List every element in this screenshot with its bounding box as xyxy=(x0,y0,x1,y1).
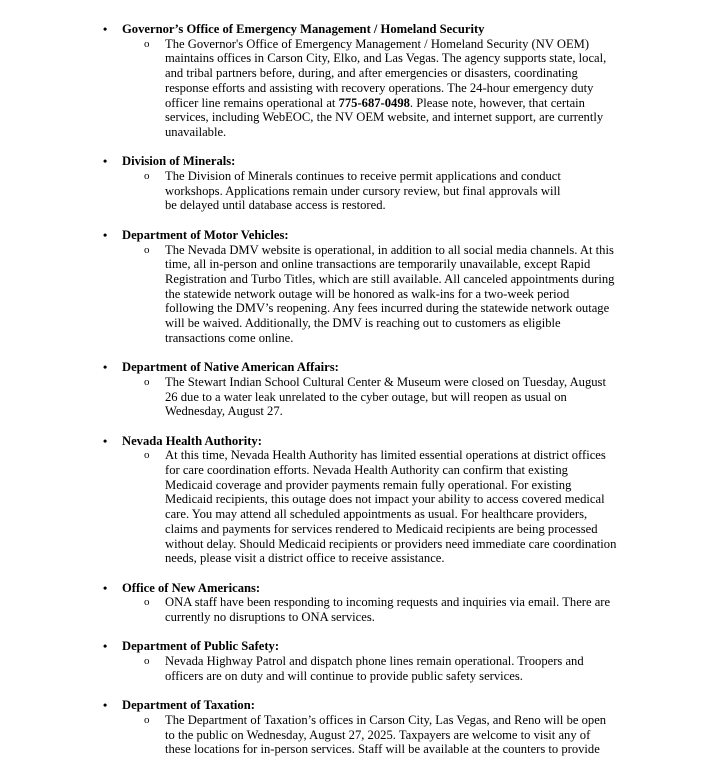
section-heading xyxy=(0,698,706,713)
bullet-icon: • xyxy=(103,433,108,448)
bullet-icon: • xyxy=(103,639,108,654)
sub-bullet-icon: o xyxy=(144,170,150,183)
sub-bullet-icon: o xyxy=(144,596,150,609)
paragraph-line: will be waived. Additionally, the DMV is reaching out to customers as eligible xyxy=(165,316,561,331)
section-heading-text: Department of Native American Affairs: xyxy=(122,360,339,375)
paragraph-line: to the public on Wednesday, August 27, 2025. Taxpayers are welcome to visit any of xyxy=(165,727,591,742)
section xyxy=(0,22,706,140)
bullet-icon: • xyxy=(103,227,108,242)
sub-item xyxy=(0,595,706,624)
section-heading-text: Department of Motor Vehicles: xyxy=(122,227,289,242)
paragraph-line: care. You may attend all scheduled appointments as usual. For healthcare providers, xyxy=(165,507,588,522)
paragraph-line: maintains offices in Carson City, Elko, and Las Vegas. The agency supports state, local, xyxy=(165,51,607,66)
bullet-icon: • xyxy=(103,22,108,36)
sub-bullet-icon: o xyxy=(144,655,150,668)
paragraph-line: claims and payments for services rendered to Medicaid recipients are being processed xyxy=(165,521,598,536)
paragraph-line: The Nevada DMV website is operational, in addition to all social media channels. At this xyxy=(165,242,614,257)
section-heading-text: Department of Public Safety: xyxy=(122,639,280,654)
paragraph-line: needs, please visit a district office to receive assistance. xyxy=(165,551,445,566)
bullet-icon: • xyxy=(103,154,108,169)
sub-item xyxy=(0,448,706,566)
sub-item xyxy=(0,169,706,213)
line-segment: . Please note, however, that certain xyxy=(409,95,585,110)
section-heading xyxy=(0,360,706,375)
paragraph-line xyxy=(165,96,628,111)
sub-bullet-icon: o xyxy=(144,243,150,256)
section xyxy=(0,639,706,683)
paragraph-line: Nevada Highway Patrol and dispatch phone lines remain operational. Troopers and xyxy=(165,654,584,669)
paragraph-line: The Governor's Office of Emergency Management / Homeland Security (NV OEM) xyxy=(165,36,590,51)
sub-bullet-icon: o xyxy=(144,713,150,726)
phone-number: 775-687-0498 xyxy=(338,95,410,110)
paragraph-line: officers are on duty and will continue to provide public safety services. xyxy=(165,668,523,683)
section xyxy=(0,154,706,213)
paragraph-line: transactions come online. xyxy=(165,330,294,345)
section-heading xyxy=(0,434,706,449)
paragraph-line: and tribal partners before, during, and after emergencies or disasters, coordinating xyxy=(165,66,578,81)
sub-bullet-icon: o xyxy=(144,449,150,462)
paragraph-line: be delayed until database access is restored. xyxy=(165,198,386,213)
sub-item xyxy=(0,375,706,419)
paragraph-line: these locations for in-person services. Staff will be available at the counters to provide xyxy=(165,742,600,757)
section-heading xyxy=(0,228,706,243)
section xyxy=(0,698,706,757)
sub-item xyxy=(0,243,706,346)
paragraph-line: The Department of Taxation’s offices in Carson City, Las Vegas, and Reno will be open xyxy=(165,712,607,727)
paragraph-line: services, including WebEOC, the NV OEM website, and internet support, are currently xyxy=(165,110,604,125)
bullet-icon: • xyxy=(103,580,108,595)
paragraph-line: following the DMV’s reopening. Any fees incurred during the statewide network outage xyxy=(165,301,610,316)
section xyxy=(0,581,706,625)
section-heading-text: Department of Taxation: xyxy=(122,698,255,713)
paragraph-line: Medicaid recipients, this outage does not impact your ability to access covered medical xyxy=(165,492,605,507)
sub-bullet-icon: o xyxy=(144,37,150,50)
bullet-icon: • xyxy=(103,360,108,375)
section-heading-text: Nevada Health Authority: xyxy=(122,433,262,448)
paragraph-line: The Stewart Indian School Cultural Center & Museum were closed on Tuesday, August xyxy=(165,374,606,389)
section-heading xyxy=(0,639,706,654)
paragraph-line: At this time, Nevada Health Authority has limited essential operations at district offices xyxy=(165,448,606,463)
paragraph-line: time, all in-person and online transactions are temporarily unavailable, except Rapid xyxy=(165,257,591,272)
section xyxy=(0,434,706,566)
paragraph-line: unavailable. xyxy=(165,124,227,139)
section-heading-text: Governor’s Office of Emergency Management / Homeland Security xyxy=(122,22,485,36)
section xyxy=(0,360,706,419)
paragraph-line: response efforts and assisting with recovery operations. The 24-hour emergency duty xyxy=(165,80,594,95)
sub-item xyxy=(0,37,706,140)
paragraph-line: for care coordination efforts. Nevada Health Authority can confirm that existing xyxy=(165,463,568,478)
bullet-icon: • xyxy=(103,698,108,713)
paragraph-line: currently no disruptions to ONA services. xyxy=(165,610,375,625)
section-heading xyxy=(0,22,706,37)
paragraph-line: 26 due to a water leak unrelated to the cyber outage, but will reopen as usual on xyxy=(165,389,567,404)
paragraph-line: the statewide network outage will be honored as walk-ins for a two-week period xyxy=(165,286,570,301)
paragraph-line: without delay. Should Medicaid recipients or providers need immediate care coordination xyxy=(165,536,617,551)
section-heading xyxy=(0,581,706,596)
paragraph-line: Medicaid coverage and provider payments remain fully operational. For existing xyxy=(165,477,572,492)
document-body xyxy=(0,22,706,772)
line-segment: officer line remains operational at xyxy=(165,95,339,110)
paragraph-line: Registration and Turbo Titles, which are still available. All canceled appointments during xyxy=(165,271,615,286)
sub-item xyxy=(0,713,706,757)
section-heading-text: Division of Minerals: xyxy=(122,154,236,169)
section xyxy=(0,228,706,346)
sub-item xyxy=(0,654,706,683)
paragraph-line: The Division of Minerals continues to receive permit applications and conduct xyxy=(165,169,561,184)
section-heading-text: Office of New Americans: xyxy=(122,580,261,595)
paragraph-line: Wednesday, August 27. xyxy=(165,404,283,419)
sub-bullet-icon: o xyxy=(144,375,150,388)
section-heading xyxy=(0,154,706,169)
paragraph-line: ONA staff have been responding to incoming requests and inquiries via email. There are xyxy=(165,595,611,610)
paragraph-line: workshops. Applications remain under cursory review, but final approvals will xyxy=(165,183,561,198)
